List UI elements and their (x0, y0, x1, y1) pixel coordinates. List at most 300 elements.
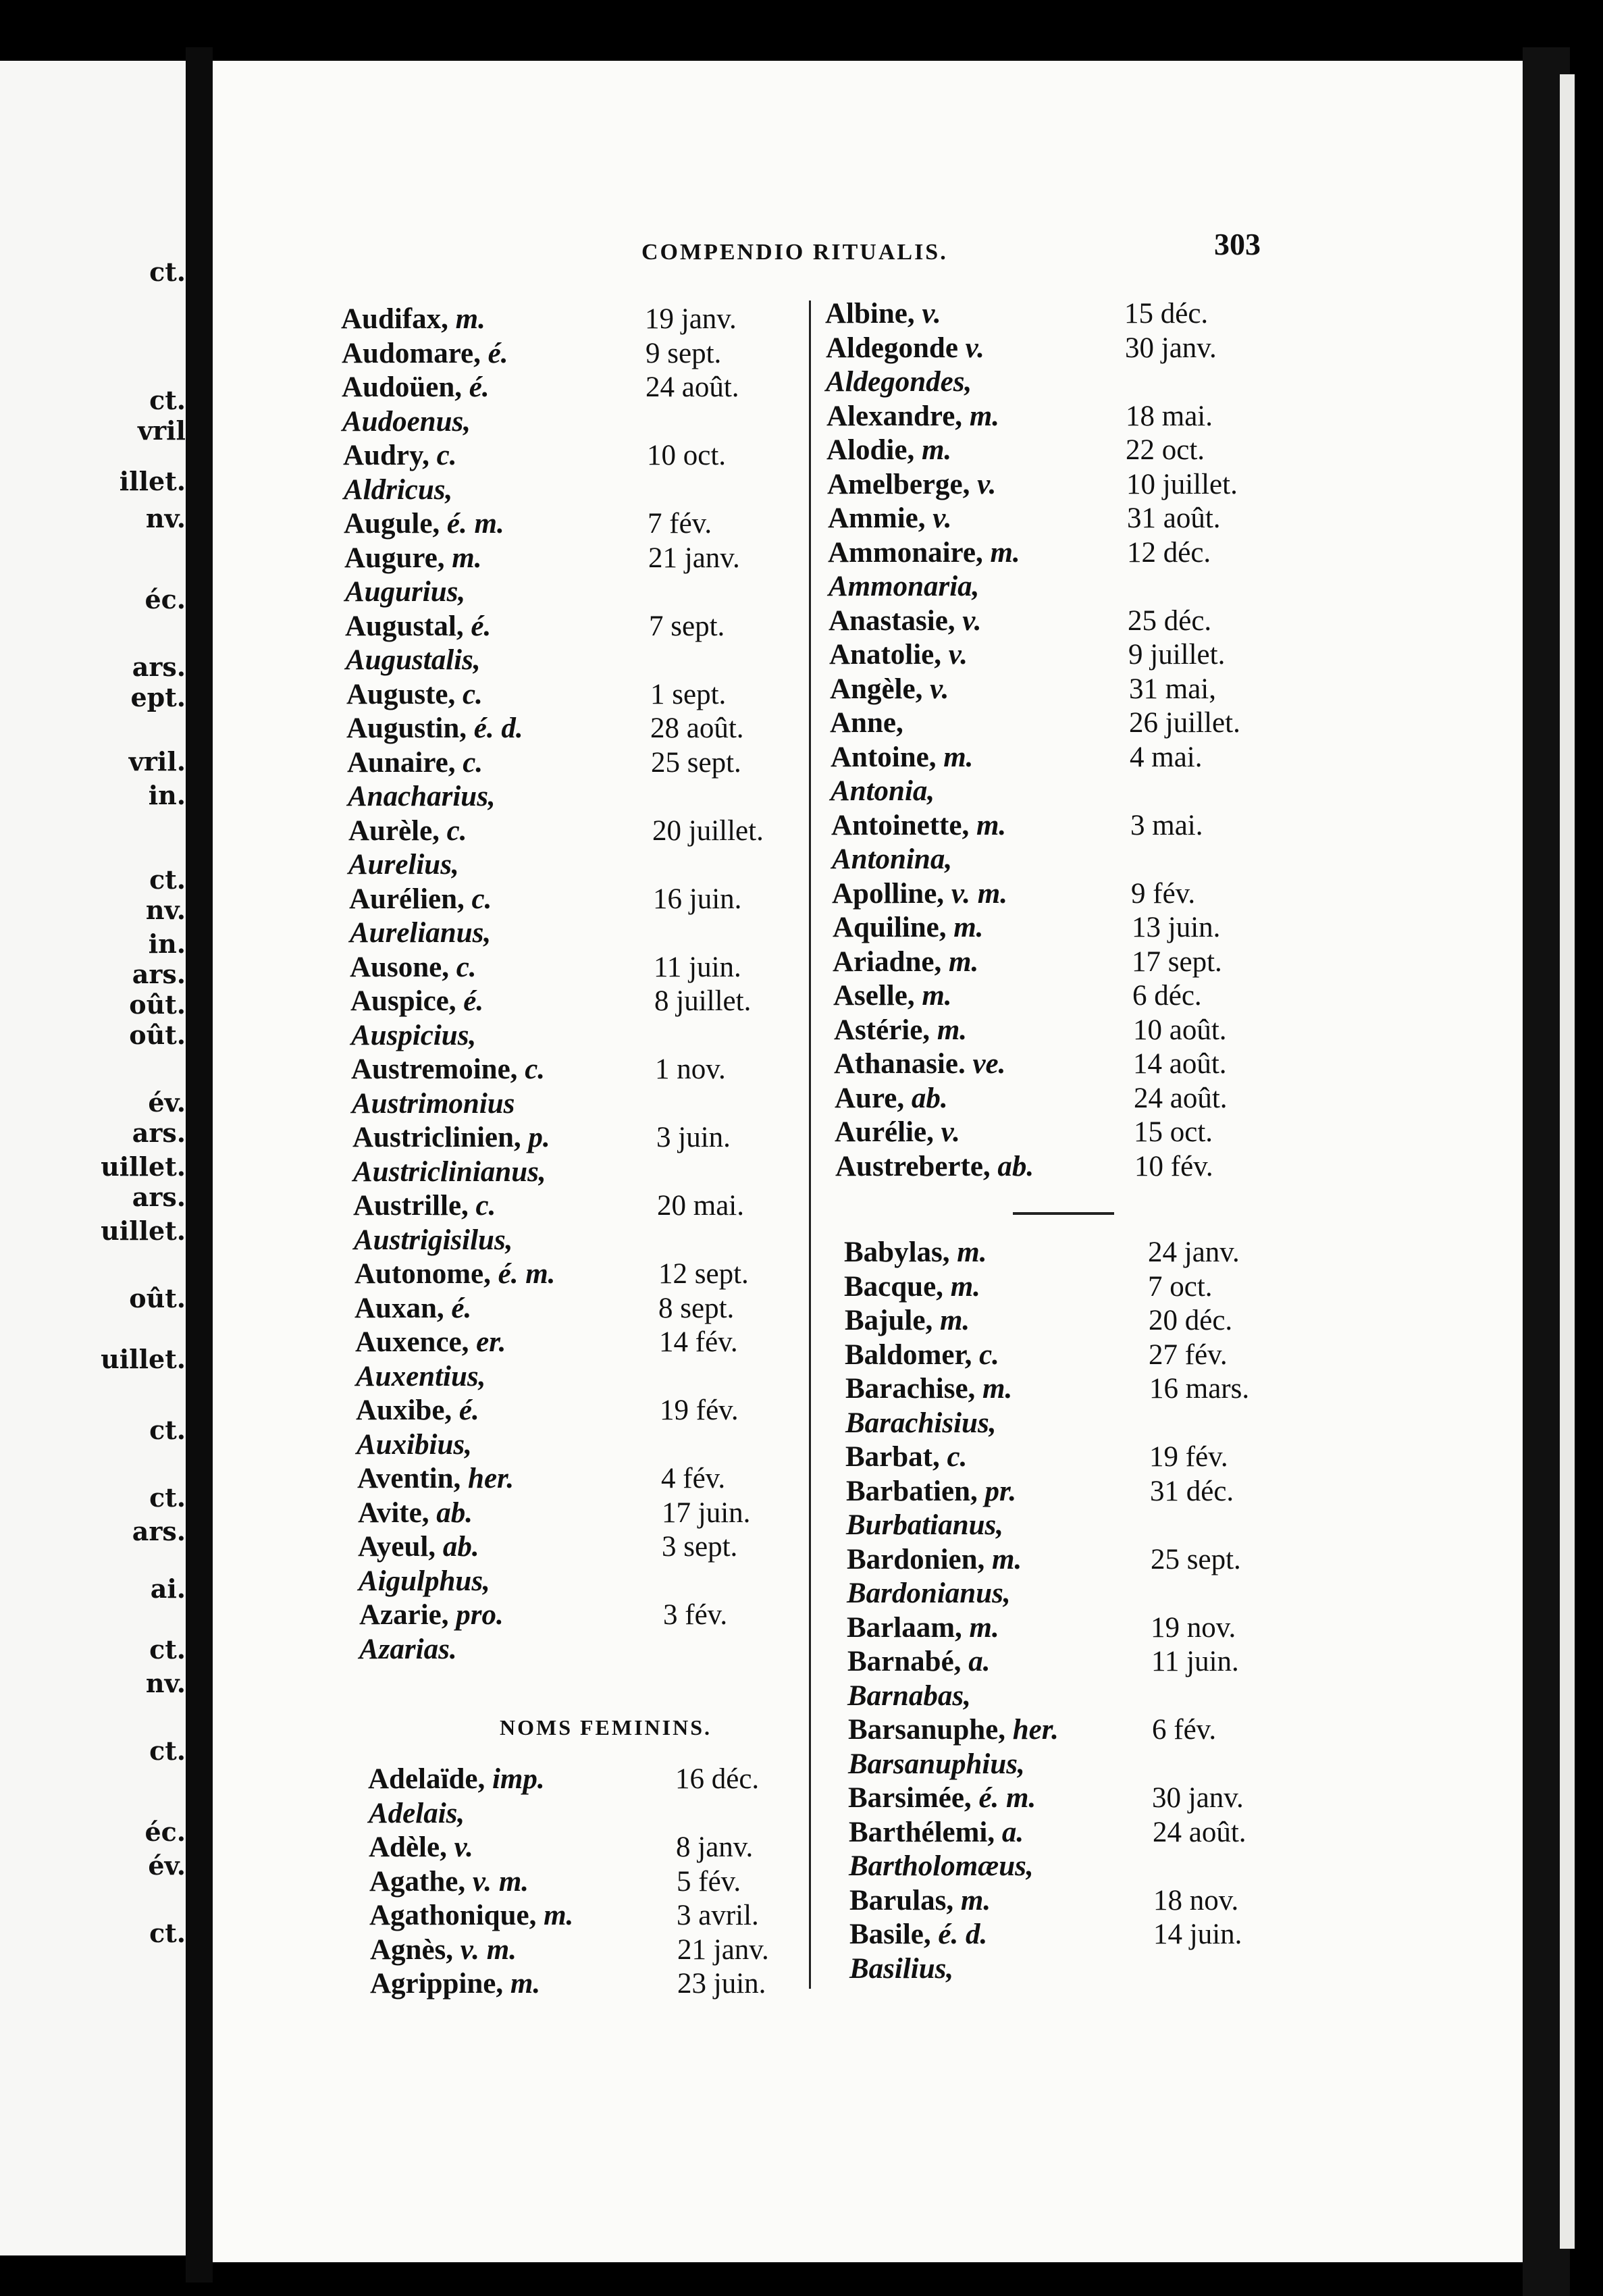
section-rule (1013, 1212, 1114, 1215)
title-abbreviation: m. (969, 1611, 999, 1644)
feast-date: 25 sept. (1151, 1543, 1241, 1575)
saint-entry (833, 979, 952, 1012)
latin-name-entry (359, 1565, 490, 1598)
saint-name: Antoinette, (831, 809, 970, 841)
title-abbreviation: é. (488, 337, 508, 369)
book-gutter (186, 47, 213, 2282)
feast-date: 19 fév. (660, 1394, 739, 1426)
saint-name: Agathe, (369, 1865, 466, 1898)
saint-entry (834, 1047, 1005, 1080)
saint-entry (829, 638, 968, 671)
saint-name: Aurèle, (348, 814, 440, 847)
title-abbreviation: ve. (972, 1048, 1006, 1080)
feast-date: 14 juin. (1153, 1919, 1242, 1950)
saint-entry (348, 814, 467, 847)
title-abbreviation: ab. (911, 1082, 948, 1114)
saint-entry (828, 536, 1020, 569)
saint-name: Austreberte, (835, 1150, 991, 1182)
feast-date: 7 oct. (1148, 1270, 1213, 1303)
latin-name-entry (848, 1748, 1025, 1781)
saint-name: Athanasie. (834, 1048, 966, 1080)
feast-date: 31 août. (1127, 502, 1221, 534)
saint-name: Aldegonde (826, 332, 958, 364)
latin-name-entry (356, 1360, 485, 1393)
saint-name: Barthélemi, (849, 1816, 995, 1848)
feast-date: 24 août. (1134, 1082, 1228, 1114)
saint-entry (358, 1530, 479, 1563)
title-abbreviation: m. (949, 945, 979, 978)
feast-date: 4 fév. (661, 1463, 726, 1494)
saint-name: Antonina, (832, 843, 953, 875)
saint-name: Auxibius, (357, 1428, 472, 1461)
saint-entry (844, 1236, 987, 1269)
latin-name-entry (348, 848, 459, 881)
saint-name: Avite, (358, 1496, 429, 1529)
latin-name-entry (369, 1797, 465, 1830)
saint-name: Albine, (825, 298, 915, 330)
title-abbreviation: v. (948, 639, 968, 671)
feast-date: 27 fév. (1149, 1338, 1228, 1371)
saint-name: Austrimonius (352, 1087, 515, 1120)
saint-entry (845, 1304, 970, 1337)
saint-entry (833, 911, 983, 944)
saint-name: Auguste, (346, 678, 456, 710)
feast-date: 20 mai. (657, 1190, 744, 1222)
title-abbreviation: é. m. (446, 508, 504, 540)
saint-entry (352, 1121, 550, 1154)
feast-date: 30 janv. (1152, 1782, 1244, 1814)
saint-entry (356, 1394, 479, 1427)
title-abbreviation: m. (510, 1968, 541, 2000)
title-abbreviation: m. (939, 1305, 970, 1336)
feast-date: 1 nov. (655, 1053, 726, 1085)
column-divider (809, 301, 811, 1989)
saint-name: Barulas, (849, 1884, 954, 1916)
title-abbreviation: v. m. (472, 1865, 529, 1898)
latin-name-entry (350, 916, 491, 949)
title-abbreviation: m. (544, 1900, 574, 1931)
title-abbreviation: m. (921, 434, 952, 466)
prev-page-text: ct. (149, 257, 186, 287)
saint-name: Ausone, (350, 951, 449, 983)
title-abbreviation: m. (976, 809, 1007, 841)
prev-page-text: ars. (132, 1182, 186, 1212)
feast-date: 25 déc. (1128, 604, 1212, 637)
prev-page-text: ars. (132, 1118, 186, 1148)
saint-entry (833, 945, 978, 979)
saint-name: Auspice, (350, 985, 456, 1017)
saint-name: Bacque, (844, 1270, 943, 1303)
title-abbreviation: a. (1001, 1816, 1024, 1848)
saint-name: Antonia, (831, 775, 935, 807)
prev-page-text: oût. (129, 989, 186, 1020)
title-abbreviation: c. (947, 1441, 968, 1473)
saint-entry (834, 1014, 967, 1047)
title-abbreviation: c. (979, 1338, 999, 1371)
feast-date: 24 janv. (1148, 1236, 1240, 1268)
title-abbreviation: m. (937, 1014, 968, 1046)
saint-name: Barbatien, (846, 1475, 978, 1507)
saint-entry (849, 1816, 1024, 1849)
saint-name: Augustin, (346, 712, 467, 744)
title-abbreviation: c. (463, 746, 483, 779)
saint-entry (370, 1933, 517, 1966)
saint-entry (342, 337, 508, 370)
feast-date: 15 oct. (1134, 1116, 1213, 1148)
prev-page-text: ct. (149, 864, 186, 895)
feast-date: 9 juillet. (1128, 639, 1226, 671)
title-abbreviation: c. (446, 814, 467, 847)
saint-entry (353, 1189, 496, 1222)
latin-name-entry (829, 570, 979, 603)
saint-entry (825, 297, 941, 330)
saint-name: Basile, (849, 1919, 931, 1950)
saint-entry (830, 706, 903, 739)
title-abbreviation: m. (957, 1236, 987, 1268)
title-abbreviation: v. m. (460, 1933, 517, 1966)
saint-name: Bardonianus, (847, 1577, 1011, 1609)
latin-name-entry (351, 1019, 476, 1052)
saint-entry (826, 400, 999, 433)
saint-name: Aldegondes, (826, 366, 972, 398)
saint-name: Burbatianus, (846, 1509, 1004, 1541)
prev-page-text: ct. (149, 385, 186, 415)
next-page-edge (1560, 74, 1575, 2249)
saint-name: Aurélie, (835, 1116, 934, 1148)
prev-page-text: ct. (149, 1415, 186, 1445)
saint-entry (847, 1645, 990, 1678)
feast-date: 6 fév. (1152, 1714, 1217, 1746)
title-abbreviation: c. (475, 1190, 496, 1222)
saint-name: Anacharius, (348, 781, 496, 812)
feast-date: 10 oct. (647, 440, 727, 471)
latin-name-entry (353, 1155, 546, 1189)
feast-date: 18 mai. (1126, 400, 1213, 432)
title-abbreviation: é. d. (473, 712, 523, 744)
saint-entry (345, 610, 491, 643)
saint-name: Austriclinien, (352, 1122, 521, 1153)
latin-name-entry (345, 575, 465, 608)
saint-entry (847, 1543, 1022, 1576)
title-abbreviation: é. m. (978, 1782, 1036, 1814)
feast-date: 4 mai. (1130, 741, 1203, 773)
saint-entry (828, 502, 951, 535)
title-abbreviation: m. (960, 1884, 991, 1916)
saint-entry (344, 507, 504, 540)
prev-page-text: nv. (145, 895, 186, 925)
saint-entry (344, 542, 481, 575)
prev-page-text: éc. (144, 584, 186, 615)
saint-entry (354, 1292, 471, 1325)
title-abbreviation: imp. (492, 1763, 545, 1795)
saint-entry (351, 1053, 545, 1086)
saint-name: Angèle, (830, 673, 923, 705)
saint-name: Augure, (344, 542, 445, 574)
saint-entry (346, 678, 483, 711)
saint-entry (832, 877, 1007, 910)
saint-name: Augule, (344, 508, 440, 540)
latin-name-entry (354, 1224, 513, 1257)
saint-entry (835, 1150, 1034, 1183)
feast-date: 1 sept. (650, 678, 727, 710)
feast-date: 3 fév. (663, 1599, 728, 1631)
prev-page-text: ars. (132, 1516, 186, 1546)
title-abbreviation: m. (953, 912, 984, 943)
saint-name: Barnabé, (847, 1646, 962, 1677)
saint-entry (355, 1326, 506, 1359)
saint-name: Audry, (343, 440, 429, 471)
saint-name: Bartholomæus, (849, 1850, 1034, 1882)
saint-name: Barachisius, (845, 1407, 997, 1439)
saint-entry (849, 1918, 987, 1951)
saint-name: Audoenus, (342, 405, 471, 438)
feast-date: 3 juin. (656, 1122, 731, 1153)
saint-entry (835, 1116, 960, 1149)
feast-date: 23 juin. (677, 1968, 766, 2000)
saint-entry (827, 468, 996, 501)
saint-name: Augurius, (345, 576, 466, 608)
feast-date: 10 fév. (1134, 1150, 1213, 1182)
saint-name: Barsanuphius, (848, 1748, 1025, 1780)
saint-name: Anne, (830, 707, 903, 739)
saint-name: Babylas, (844, 1236, 950, 1268)
title-abbreviation: é. (471, 610, 492, 642)
prev-page-text: ct. (149, 1736, 186, 1766)
title-abbreviation: m. (982, 1373, 1013, 1405)
saint-name: Azarias. (359, 1633, 457, 1665)
title-abbreviation: m. (452, 542, 482, 574)
feast-date: 21 janv. (648, 542, 740, 574)
title-abbreviation: v. m. (951, 877, 1007, 910)
feast-date: 16 déc. (675, 1763, 760, 1795)
saint-name: Auxentius, (356, 1360, 486, 1392)
prev-page-text: uillet. (101, 1216, 186, 1246)
feast-date: 7 fév. (648, 508, 712, 540)
saint-name: Anastasie, (829, 604, 955, 637)
feast-date: 11 juin. (654, 951, 741, 983)
saint-entry (826, 434, 951, 467)
feast-date: 19 fév. (1149, 1441, 1228, 1473)
saint-name: Barachise, (845, 1373, 976, 1405)
saint-name: Aure, (835, 1082, 905, 1114)
saint-name: Agrippine, (370, 1968, 504, 2000)
saint-entry (369, 1899, 573, 1932)
prev-page-text: év. (148, 1087, 186, 1118)
saint-name: Austrille, (353, 1190, 469, 1222)
prev-page-text: uillet. (101, 1151, 186, 1182)
feast-date: 24 août. (646, 371, 739, 403)
title-abbreviation: p. (528, 1122, 550, 1153)
saint-entry (844, 1270, 980, 1303)
saint-name: Barnabas, (847, 1679, 971, 1712)
feast-date: 30 janv. (1125, 332, 1217, 364)
title-abbreviation: é. m. (498, 1258, 556, 1290)
title-abbreviation: v. (932, 502, 952, 534)
feast-date: 13 juin. (1132, 912, 1221, 943)
saint-name: Barbat, (845, 1441, 940, 1473)
saint-entry (357, 1462, 514, 1495)
latin-name-entry (847, 1577, 1011, 1610)
latin-name-entry (342, 405, 471, 438)
prev-page-text: év. (148, 1850, 186, 1881)
feast-date: 17 juin. (662, 1496, 751, 1529)
feast-date: 20 juillet. (652, 814, 764, 847)
saint-entry (349, 883, 492, 916)
saint-entry (848, 1713, 1059, 1746)
saint-name: Anatolie, (829, 639, 942, 671)
saint-entry (845, 1372, 1012, 1405)
title-abbreviation: m. (992, 1543, 1022, 1575)
saint-name: Amelberge, (827, 468, 970, 500)
title-abbreviation: é. (458, 1394, 479, 1426)
title-abbreviation: v. (454, 1831, 473, 1863)
title-abbreviation: c. (525, 1053, 546, 1085)
feast-date: 20 déc. (1149, 1305, 1233, 1336)
saint-name: Ammonaire, (828, 536, 983, 569)
latin-name-entry (831, 775, 935, 808)
saint-name: Austremoine, (351, 1053, 518, 1085)
saint-name: Autonome, (354, 1258, 491, 1290)
title-abbreviation: é. d. (938, 1919, 988, 1950)
saint-name: Augustalis, (346, 644, 481, 676)
feast-date: 14 fév. (659, 1326, 738, 1358)
title-abbreviation: é. (463, 985, 484, 1017)
feast-date: 5 fév. (677, 1865, 741, 1898)
saint-name: Aventin, (357, 1463, 461, 1494)
title-abbreviation: her. (1012, 1714, 1059, 1746)
feast-date: 11 juin. (1151, 1646, 1239, 1677)
latin-name-entry (348, 780, 496, 813)
feast-date: 6 déc. (1132, 980, 1202, 1012)
saint-name: Ariadne, (833, 945, 942, 978)
title-abbreviation: m. (943, 741, 974, 773)
saint-name: Adelais, (369, 1797, 465, 1829)
feast-date: 7 sept. (649, 610, 725, 642)
title-abbreviation: c. (436, 440, 457, 471)
latin-name-entry (832, 843, 952, 876)
previous-page-fragment (0, 61, 186, 2255)
saint-name: Alexandre, (826, 400, 963, 432)
feast-date: 12 déc. (1127, 536, 1211, 569)
saint-name: Baldomer, (845, 1338, 972, 1371)
feast-date: 9 fév. (1131, 877, 1196, 910)
saint-entry (342, 371, 490, 404)
saint-name: Aurelius, (348, 849, 459, 881)
feast-date: 16 juin. (653, 883, 742, 915)
title-abbreviation: m. (969, 400, 1000, 432)
prev-page-text: vril. (128, 746, 186, 777)
saint-entry (826, 332, 984, 365)
prev-page-text: ai. (150, 1573, 186, 1604)
saint-entry (848, 1781, 1036, 1815)
title-abbreviation: pr. (984, 1475, 1017, 1507)
title-abbreviation: v. (930, 673, 949, 705)
feast-date: 28 août. (650, 712, 744, 744)
saint-entry (849, 1884, 991, 1917)
saint-name: Aunaire, (347, 746, 456, 779)
feast-date: 12 sept. (658, 1258, 749, 1290)
saint-entry (831, 741, 973, 774)
feast-date: 26 juillet. (1129, 707, 1240, 739)
prev-page-text: ept. (130, 682, 186, 712)
title-abbreviation: m. (922, 980, 952, 1012)
saint-entry (830, 673, 949, 706)
feast-date: 22 oct. (1126, 434, 1205, 466)
prev-page-text: ct. (149, 1918, 186, 1948)
saint-entry (829, 604, 982, 637)
title-abbreviation: v. (941, 1116, 960, 1148)
saint-name: Aquiline, (833, 912, 947, 943)
saint-name: Adelaïde, (368, 1763, 485, 1795)
saint-name: Audomare, (342, 337, 481, 369)
prev-page-text: in. (148, 780, 186, 810)
saint-name: Bardonien, (847, 1543, 985, 1575)
title-abbreviation: v. (922, 298, 941, 330)
saint-name: Ayeul, (358, 1531, 436, 1563)
feast-date: 8 janv. (676, 1831, 754, 1863)
saint-name: Audifax, (341, 303, 448, 335)
saint-entry (369, 1865, 529, 1898)
saint-name: Auxibe, (356, 1394, 452, 1426)
saint-name: Aurelianus, (350, 917, 492, 949)
prev-page-text: ct. (149, 1482, 186, 1513)
saint-name: Barlaam, (847, 1611, 962, 1644)
feast-date: 10 juillet. (1126, 468, 1238, 500)
saint-name: Adèle, (369, 1831, 447, 1863)
title-abbreviation: her. (468, 1463, 515, 1494)
saint-name: Alodie, (826, 434, 915, 466)
prev-page-text: nv. (145, 503, 186, 533)
latin-name-entry (849, 1850, 1034, 1883)
feast-date: 16 mars. (1149, 1373, 1250, 1405)
latin-name-entry (344, 473, 452, 506)
title-abbreviation: v. (962, 604, 982, 637)
title-abbreviation: c. (471, 883, 492, 915)
saint-name: Audoüen, (342, 371, 463, 403)
title-abbreviation: pro. (456, 1599, 504, 1631)
title-abbreviation: er. (476, 1326, 506, 1358)
saint-name: Agathonique, (369, 1900, 537, 1931)
feast-date: 15 déc. (1124, 298, 1209, 330)
title-abbreviation: a. (968, 1646, 991, 1677)
feast-date: 17 sept. (1132, 945, 1222, 978)
saint-name: Aselle, (833, 980, 915, 1012)
saint-name: Aldricus, (344, 473, 453, 506)
saint-name: Auxence, (355, 1326, 469, 1358)
saint-entry (359, 1598, 504, 1632)
saint-entry (846, 1475, 1016, 1508)
prev-page-text: ct. (149, 1634, 186, 1665)
title-abbreviation: m. (455, 303, 485, 335)
saint-name: Agnès, (370, 1933, 454, 1966)
saint-entry (370, 1967, 540, 2000)
saint-name: Antoine, (831, 741, 937, 773)
title-abbreviation: m. (950, 1270, 980, 1303)
saint-name: Auxan, (354, 1292, 444, 1324)
saint-entry (368, 1763, 545, 1796)
feast-date: 3 mai. (1130, 809, 1203, 841)
title-abbreviation: é. (451, 1292, 472, 1324)
title-abbreviation: é. (469, 371, 490, 403)
saint-name: Auspicius, (351, 1019, 477, 1051)
title-abbreviation: ab. (442, 1531, 479, 1563)
saint-entry (847, 1611, 999, 1644)
prev-page-text: in. (148, 929, 186, 959)
feast-date: 3 sept. (662, 1531, 738, 1563)
saint-entry (350, 951, 477, 984)
feast-date: 24 août. (1153, 1816, 1246, 1848)
saint-name: Bajule, (845, 1305, 933, 1336)
